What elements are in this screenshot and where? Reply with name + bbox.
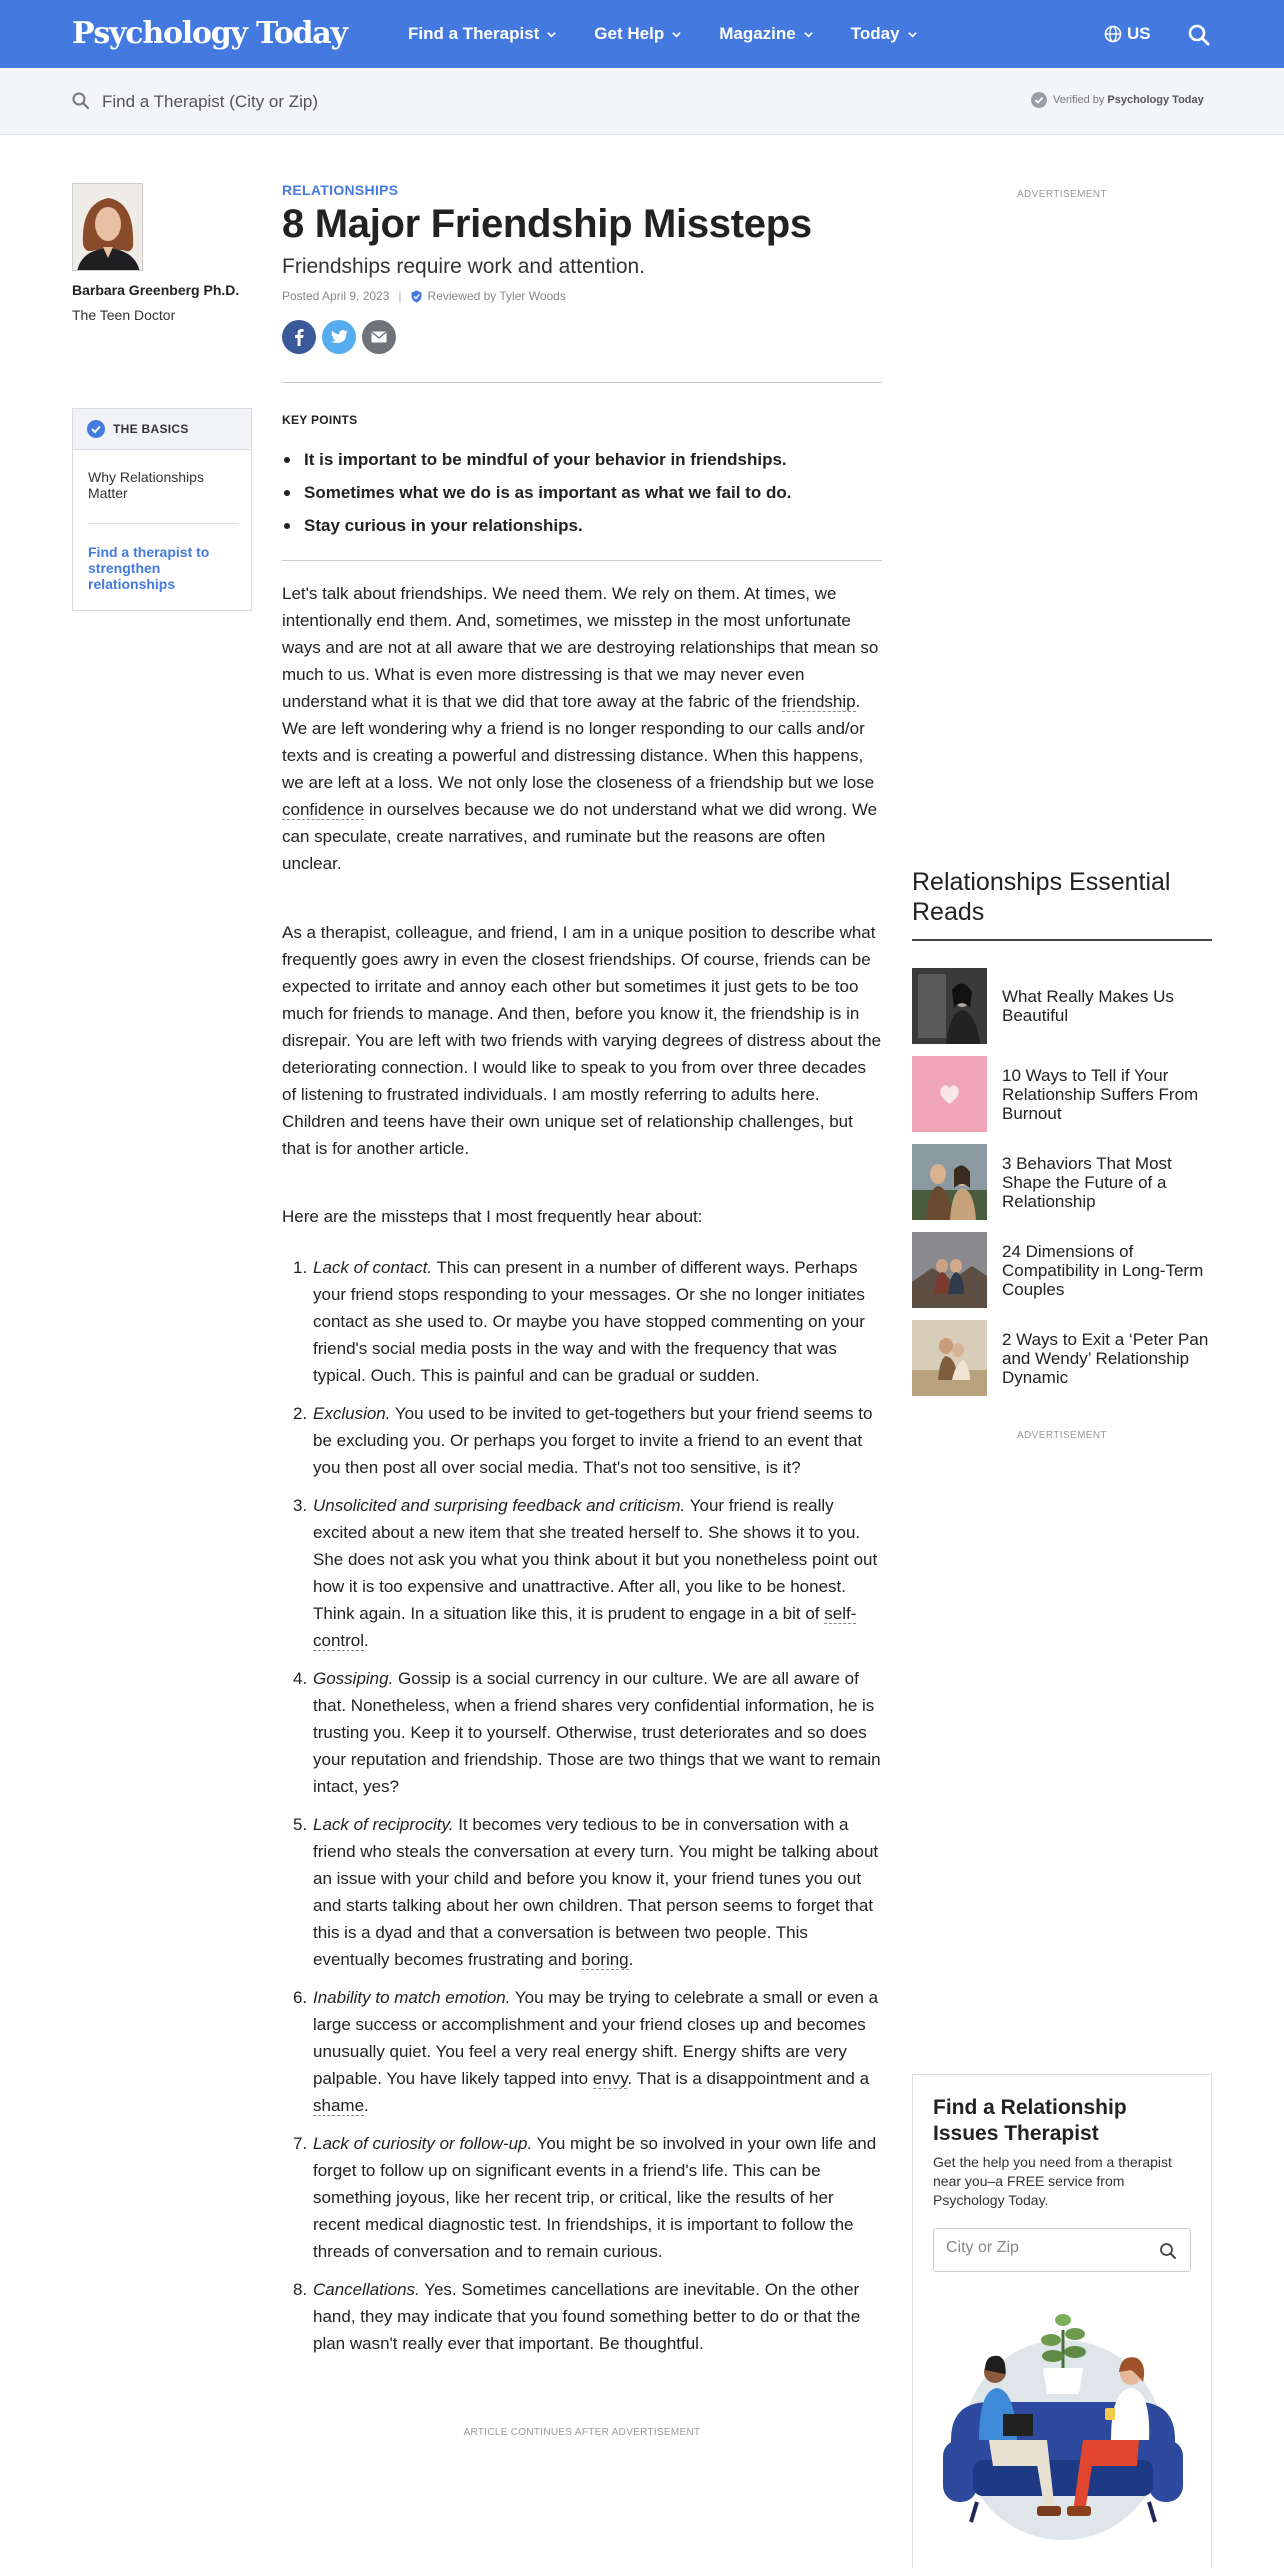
- article-continues-label: ARTICLE CONTINUES AFTER ADVERTISEMENT: [463, 2427, 701, 2438]
- item-number: 4.: [293, 1669, 308, 1688]
- item-text: You may be trying to celebrate a small or even a large success or accomplishment and your friend closes up and becomes unusually quiet. You feel a very real energy shift. Energy shifts are very palpable. You have likely tapped into: [313, 1988, 879, 2088]
- list-item: [282, 1492, 882, 1654]
- read-title: What Really Makes Us Beautiful: [1002, 987, 1174, 1025]
- list-item: [282, 1254, 882, 1389]
- article-meta: [282, 289, 566, 303]
- key-points-label: KEY POINTS: [282, 413, 358, 427]
- item-title: Exclusion.: [313, 1404, 391, 1423]
- email-icon: [371, 331, 387, 343]
- article-paragraph: Here are the missteps that I most frequently hear about:: [282, 1207, 703, 1226]
- header-search-button[interactable]: [1188, 24, 1210, 51]
- item-number: 6.: [293, 1988, 308, 2007]
- nav-label: Get Help: [594, 24, 665, 43]
- read-title: 10 Ways to Tell if Your Relationship Suffers From Burnout: [1002, 1065, 1199, 1123]
- item-number: 3.: [293, 1496, 308, 1515]
- search-icon: [1188, 24, 1210, 46]
- basics-heading: THE BASICS: [113, 422, 189, 436]
- link-shame[interactable]: shame: [313, 2096, 365, 2115]
- item-text: You used to be invited to get-togethers but your friend seems to be excluding you. Or perhaps you forget to invite a friend to an event that you then post all over social media. That's not too sensitive, is it?: [313, 1404, 873, 1477]
- read-thumbnail: [912, 968, 987, 1044]
- verified-prefix: Verified by: [1053, 94, 1105, 106]
- nav-get-help[interactable]: [594, 24, 682, 44]
- item-number: 5.: [293, 1815, 308, 1834]
- text: in ourselves because we do not understand what we did wrong. We can speculate, create narratives, and ruminate but the reasons are often unclear.: [282, 800, 878, 873]
- item-tail: .: [628, 1950, 634, 1969]
- author-photo[interactable]: [72, 183, 143, 271]
- read-title: 24 Dimensions of Compatibility in Long-Term Couples: [1002, 1241, 1204, 1299]
- item-title: Lack of curiosity or follow-up.: [313, 2134, 533, 2153]
- posted-date: Posted April 9, 2023: [282, 289, 390, 303]
- reviewed-by: Reviewed by Tyler Woods: [427, 289, 566, 303]
- missteps-list: [282, 1254, 882, 2368]
- item-text: Yes. Sometimes cancellations are inevitable. On the other hand, they may indicate that you found something better to do or that the plan wasn't really ever that important. Be thoughtful.: [313, 2280, 861, 2353]
- meta-separator: |: [398, 289, 402, 303]
- divider: [88, 523, 238, 524]
- read-thumbnail: [912, 1056, 987, 1132]
- find-therapist-description: Get the help you need from a therapist near you–a FREE service from Psychology Today.: [933, 2154, 1172, 2208]
- nav-today[interactable]: [851, 24, 918, 44]
- article-category[interactable]: RELATIONSHIPS: [282, 182, 399, 198]
- therapist-search-input[interactable]: Find a Therapist (City or Zip): [102, 92, 319, 111]
- chevron-down-icon: [671, 29, 682, 40]
- twitter-icon: [331, 330, 348, 344]
- item-title: Inability to match emotion.: [313, 1988, 511, 2007]
- divider: [282, 560, 882, 561]
- top-navigation: [0, 0, 1284, 68]
- basics-header: [73, 409, 251, 450]
- site-logo[interactable]: Psychology Today: [72, 16, 347, 51]
- read-thumbnail: [912, 1144, 987, 1220]
- item-tail: .: [364, 1631, 369, 1650]
- verified-badge: [1031, 92, 1204, 108]
- link-self-control[interactable]: self-control: [313, 1604, 857, 1650]
- nav-label: Magazine: [719, 24, 796, 43]
- advertisement-label: ADVERTISEMENT: [1016, 189, 1108, 200]
- article-title: 8 Major Friendship Missteps: [282, 202, 812, 246]
- region-selector[interactable]: [1104, 24, 1151, 44]
- divider: [912, 939, 1212, 941]
- divider: [282, 382, 882, 383]
- read-thumbnail: [912, 1232, 987, 1308]
- email-share-button[interactable]: [362, 320, 396, 354]
- chevron-down-icon: [907, 29, 918, 40]
- essential-reads-list: [912, 962, 1212, 1402]
- facebook-share-button[interactable]: [282, 320, 316, 354]
- main-nav: [408, 0, 955, 68]
- search-icon: [72, 92, 90, 110]
- search-icon[interactable]: [1159, 2242, 1177, 2260]
- list-item: [282, 2276, 882, 2357]
- author-name[interactable]: Barbara Greenberg Ph.D.: [72, 282, 240, 298]
- list-item: [282, 1984, 882, 2119]
- check-circle-icon: [87, 420, 105, 438]
- author-portrait: [73, 184, 143, 271]
- twitter-share-button[interactable]: [322, 320, 356, 354]
- shield-icon: [411, 290, 422, 303]
- item-title: Unsolicited and surprising feedback and criticism.: [313, 1496, 686, 1515]
- item-number: 7.: [293, 2134, 308, 2153]
- key-point: Stay curious in your relationships.: [282, 509, 882, 542]
- item-text: This can present in a number of different ways. Perhaps your friend stops responding to your messages. Or she no longer initiates contact as she used to. Or maybe you have stopped commenting on your friend's social media posts in the way and with the frequency that was typical. Ouch. This is painful and can be gradual or sudden.: [313, 1258, 865, 1385]
- globe-icon: [1104, 25, 1122, 43]
- basics-link-why-relationships[interactable]: Why Relationships Matter: [88, 469, 204, 501]
- region-label: US: [1127, 24, 1151, 43]
- basics-link-find-therapist[interactable]: Find a therapist to strengthen relationships: [88, 544, 210, 592]
- list-item: [282, 1400, 882, 1481]
- read-thumbnail: [912, 1320, 987, 1396]
- item-title: Cancellations.: [313, 2280, 420, 2299]
- facebook-icon: [294, 328, 304, 346]
- essential-read-item[interactable]: [912, 1226, 1212, 1314]
- find-therapist-search: [933, 2228, 1191, 2272]
- nav-label: Today: [850, 24, 900, 43]
- article-paragraph: As a therapist, colleague, and friend, I am in a unique position to describe what frequently goes awry in even the closest friendships. Of course, friends can be expected to irritate and annoy each other but sometimes it just gets to be too much for friends to manage. And then, before you know it, the friendship is in disrepair. You are left with two friends with varying degrees of distress about the deteriorating connection. I would like to speak to you from over three decades of listening to frustrated individuals. I am mostly referring to adults here. Children and teens have their own unique set of relationship challenges, but that is for another article.: [282, 923, 882, 1158]
- article-subtitle: Friendships require work and attention.: [282, 255, 646, 278]
- share-buttons: [282, 320, 402, 354]
- list-item: [282, 1665, 882, 1800]
- check-circle-icon: [1031, 92, 1047, 108]
- item-tail: .: [364, 2096, 369, 2115]
- essential-read-item[interactable]: [912, 1314, 1212, 1402]
- find-therapist-widget: [912, 2074, 1212, 2568]
- item-title: Lack of reciprocity.: [313, 1815, 454, 1834]
- author-blog-name[interactable]: The Teen Doctor: [72, 307, 176, 323]
- item-number: 2.: [293, 1404, 308, 1423]
- nav-find-therapist[interactable]: [408, 24, 557, 44]
- item-mid: . That is a disappointment and a: [627, 2069, 870, 2088]
- item-number: 8.: [293, 2280, 308, 2299]
- therapist-search-bar: [0, 68, 1284, 135]
- text: Let's talk about friendships. We need them. We rely on them. At times, we intentionally end them. And, sometimes, we misstep in the most unfortunate ways and are not at all aware that we are destroying relationships that mean so much to us. What is even more distressing is that we may never even understand what it is that we did that tore away at the fabric of the: [282, 584, 879, 711]
- text: . We are left wondering why a friend is no longer responding to our calls and/or texts and is creating a powerful and distressing distance. When this happens, we are left at a loss. We not only lose the closeness of a friendship but we lose: [282, 692, 875, 792]
- chevron-down-icon: [546, 29, 557, 40]
- list-item: [282, 1811, 882, 1973]
- read-title: 2 Ways to Exit a ‘Peter Pan and Wendy’ Relationship Dynamic: [1002, 1329, 1209, 1387]
- item-text: Your friend is really excited about a new item that she treated herself to. She shows it to you. She does not ask you what you think about it but you nonetheless point out how it is too expensive and unattractive. After all, you like to be honest. Think again. In a situation like this, it is prudent to engage in a bit of: [313, 1496, 878, 1623]
- key-point: It is important to be mindful of your behavior in friendships.: [282, 443, 882, 476]
- nav-magazine[interactable]: [719, 24, 814, 44]
- link-boring[interactable]: boring: [581, 1950, 629, 1969]
- read-title: 3 Behaviors That Most Shape the Future of a Relationship: [1002, 1153, 1172, 1211]
- link-envy[interactable]: envy: [592, 2069, 628, 2088]
- item-title: Lack of contact.: [313, 1258, 433, 1277]
- essential-reads-title: Relationships Essential Reads: [912, 868, 1171, 926]
- nav-label: Find a Therapist: [408, 24, 540, 43]
- chevron-down-icon: [803, 29, 814, 40]
- link-confidence[interactable]: confidence: [282, 800, 365, 819]
- list-item: [282, 2130, 882, 2265]
- essential-read-item[interactable]: [912, 1138, 1212, 1226]
- find-therapist-title: Find a Relationship Issues Therapist: [933, 2096, 1127, 2145]
- therapy-session-illustration: [933, 2290, 1193, 2550]
- item-title: Gossiping.: [313, 1669, 394, 1688]
- city-zip-input[interactable]: [946, 2239, 1146, 2257]
- key-point: Sometimes what we do is as important as what we fail to do.: [282, 476, 882, 509]
- essential-read-item[interactable]: [912, 962, 1212, 1050]
- item-text: Gossip is a social currency in our culture. We are all aware of that. Nonetheless, when a friend shares very confidential information, he is trusting you. Keep it to yourself. Otherwise, trust deteriorates and so does your reputation and friendship. Those are two things that we want to remain intact, yes?: [313, 1669, 881, 1796]
- basics-box: [72, 408, 252, 611]
- item-text: You might be so involved in your own life and forget to follow up on significant events in a friend's life. This can be something joyous, like her recent trip, or critical, like the results of her recent medical diagnostic test. In friendships, it is important to follow the threads of conversation and to remain curious.: [313, 2134, 877, 2261]
- item-text: It becomes very tedious to be in conversation with a friend who steals the conversation at every turn. You might be talking about an issue with your child and before you know it, your friend tunes you out and starts talking about her own children. That person seems to forget that this is a dyad and that a conversation is between two people. This eventually becomes frustrating and: [313, 1815, 879, 1969]
- item-number: 1.: [293, 1258, 308, 1277]
- key-points-list: [282, 443, 882, 542]
- article-paragraph: [282, 580, 882, 877]
- essential-read-item[interactable]: [912, 1050, 1212, 1138]
- link-friendship[interactable]: friendship: [781, 692, 856, 711]
- advertisement-label: ADVERTISEMENT: [1016, 1430, 1108, 1441]
- verified-brand: Psychology Today: [1107, 94, 1204, 106]
